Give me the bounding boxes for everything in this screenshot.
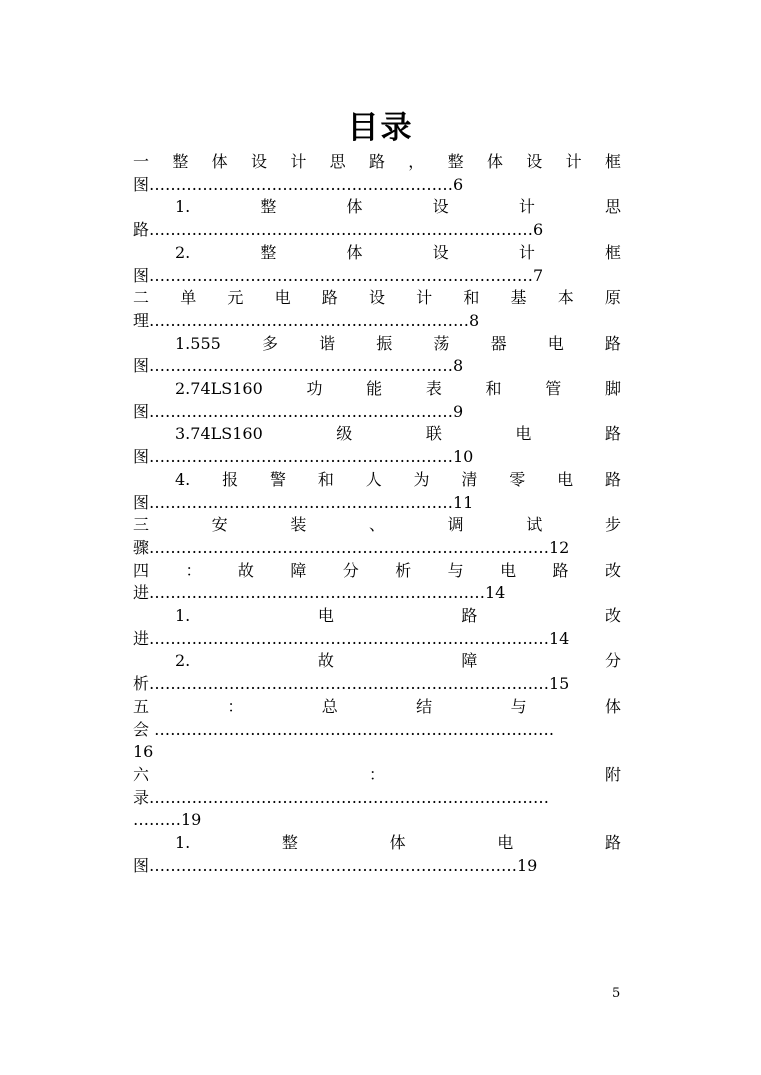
toc-entry-word: 2. [175, 651, 191, 671]
toc-entry-word: 为 [413, 469, 430, 489]
toc-entry-word: 元 [227, 288, 244, 308]
toc-entry-leader-line[interactable]: 路………………………………………………………………6 [133, 220, 544, 240]
toc-entry-word: 、 [368, 515, 385, 535]
toc-entry-word: 路 [604, 469, 621, 489]
toc-entry-word: 表 [425, 379, 442, 398]
toc-entry-heading-line [175, 333, 621, 355]
toc-entry-heading-line [133, 696, 621, 718]
toc-entry-word: 装 [290, 515, 307, 535]
toc-entry-word: 单 [180, 288, 197, 308]
toc-entry-word: 器 [490, 333, 507, 353]
toc-entry-word: 荡 [433, 333, 450, 353]
toc-entry-leader-line[interactable]: 图…………………………………………………6 [133, 174, 464, 194]
toc-entry-word: 路 [604, 424, 621, 444]
toc-entry-heading-line [133, 514, 621, 536]
toc-entry-word: 设 [432, 242, 449, 262]
toc-entry-word: 级 [336, 424, 353, 444]
toc-entry-word: 计 [565, 152, 582, 171]
toc-entry-word: 管 [545, 379, 562, 398]
toc-entry-word: 分 [604, 651, 621, 671]
toc-entry-word: 故 [317, 651, 334, 671]
toc-entry-word: 体 [389, 833, 406, 852]
toc-entry-leader-line[interactable]: 进………………………………………………………14 [133, 583, 506, 603]
toc-entry-word: 功 [306, 379, 323, 398]
toc-entry-word: 3.74LS160 [175, 424, 263, 444]
toc-entry-word: 总 [321, 696, 338, 716]
toc-entry-word: 思 [329, 152, 346, 171]
toc-entry-word: 零 [509, 469, 526, 489]
toc-entry-word: ： [227, 696, 244, 716]
toc-entry-word: 联 [425, 424, 442, 444]
toc-entry-word: 调 [447, 515, 464, 535]
toc-entry-leader-line[interactable]: 图…………………………………………………9 [133, 401, 464, 421]
toc-entry-word: 电 [317, 606, 334, 625]
toc-entry-word: 清 [461, 469, 478, 489]
toc-entry-word: 安 [211, 515, 228, 535]
toc-entry-leader-line[interactable]: 进…………………………………………………………………14 [133, 628, 570, 648]
toc-entry-word: 步 [604, 515, 621, 535]
toc-entry-word: ： [185, 560, 202, 580]
toc-entry-word: 多 [261, 333, 278, 353]
toc-entry-word: 改 [604, 560, 621, 580]
toc-entry-word: 设 [526, 152, 543, 171]
toc-entry-word: 路 [321, 288, 338, 308]
toc-entry-word: 计 [518, 197, 535, 217]
toc-entry-word: 路 [604, 333, 621, 353]
toc-entry-heading-line [133, 151, 621, 173]
toc-entry-word: 与 [510, 696, 527, 716]
toc-entry-word: 五 [133, 696, 150, 716]
toc-entry-heading-line [175, 832, 621, 854]
toc-entry-word: 故 [237, 560, 254, 580]
toc-entry-word: 四 [133, 560, 150, 580]
toc-entry-word: 1.555 [175, 333, 221, 353]
toc-entry-word: 体 [346, 197, 363, 217]
toc-entry-leader-line[interactable]: 图…………………………………………………8 [133, 356, 464, 376]
toc-entry-heading-line [175, 423, 621, 445]
toc-entry-word: 结 [416, 696, 433, 716]
toc-entry-word: 1. [175, 833, 191, 852]
page-title: 目录 [347, 110, 414, 146]
toc-entry-word: 体 [486, 152, 503, 171]
toc-entry-page-line: ………19 [133, 810, 202, 830]
toc-entry-heading-line [175, 650, 621, 672]
toc-entry-word: 设 [250, 152, 267, 171]
toc-entry-word: 报 [222, 469, 239, 489]
toc-entry-word: 4. [175, 469, 191, 489]
toc-entry-word: 路 [552, 560, 569, 580]
toc-entry-leader-line[interactable]: 图…………………………………………………11 [133, 492, 474, 512]
toc-entry-word: ， [408, 152, 425, 171]
toc-entry-word: 电 [515, 424, 532, 444]
toc-entry-heading-line [175, 469, 621, 491]
toc-entry-word: 体 [346, 242, 363, 262]
toc-entry-word: 障 [461, 651, 478, 671]
toc-entry-word: 电 [547, 333, 564, 353]
toc-entry-word: 原 [604, 288, 621, 308]
toc-entry-heading-line [133, 287, 621, 309]
toc-entry-word: 和 [463, 288, 480, 308]
toc-entry-word: 一 [133, 152, 150, 171]
toc-entry-word: 2.74LS160 [175, 379, 263, 398]
toc-entry-leader-line[interactable]: 理……………………………………………………8 [133, 310, 480, 330]
toc-entry-word: ： [368, 764, 385, 784]
toc-entry-word: 警 [269, 469, 286, 489]
toc-entry-word: 本 [557, 288, 574, 308]
toc-entry-word: 试 [526, 515, 543, 535]
toc-entry-leader-line[interactable]: 会 ………………………………………………………………… [133, 719, 555, 739]
toc-entry-word: 1. [175, 606, 191, 625]
toc-entry-word: 析 [395, 560, 412, 580]
toc-entry-word: 振 [376, 333, 393, 353]
toc-entry-word: 分 [342, 560, 359, 580]
toc-entry-leader-line[interactable]: 图………………………………………………………………7 [133, 265, 544, 285]
toc-entry-word: 整 [447, 152, 464, 171]
toc-entry-heading-line [175, 378, 621, 400]
toc-entry-word: 电 [557, 469, 574, 489]
toc-entry-word: 计 [290, 152, 307, 171]
toc-entry-leader-line[interactable]: 骤…………………………………………………………………12 [133, 537, 570, 557]
toc-entry-word: 脚 [604, 379, 621, 398]
toc-entry-word: 计 [518, 242, 535, 262]
toc-entry-leader-line[interactable]: 析…………………………………………………………………15 [133, 674, 570, 694]
toc-entry-leader-line[interactable]: 图…………………………………………………10 [133, 447, 474, 467]
toc-entry-word: 设 [432, 197, 449, 217]
toc-entry-word: 和 [317, 469, 334, 489]
toc-entry-word: 思 [604, 197, 621, 217]
toc-entry-leader-line[interactable]: 图……………………………………………………………19 [133, 855, 538, 875]
toc-entry-word: 整 [281, 833, 298, 852]
toc-entry-word: 设 [368, 288, 385, 308]
toc-entry-word: 体 [211, 152, 228, 171]
toc-entry-word: 电 [274, 288, 291, 308]
toc-entry-word: 电 [500, 560, 517, 580]
toc-entry-word: 谐 [319, 333, 336, 353]
toc-entry-page-line: 16 [133, 742, 154, 762]
toc-entry-word: 2. [175, 242, 191, 262]
toc-entry-word: 框 [604, 152, 621, 171]
toc-entry-leader-line[interactable]: 录………………………………………………………………… [133, 787, 550, 807]
toc-entry-word: 障 [290, 560, 307, 580]
toc-entry-word: 路 [461, 606, 478, 625]
toc-entry-word: 整 [260, 242, 277, 262]
toc-entry-word: 基 [510, 288, 527, 308]
page-number: 5 [612, 986, 621, 1001]
toc-entry-word: 路 [368, 152, 385, 171]
toc-entry-word: 和 [485, 379, 502, 398]
toc-entry-word: 人 [365, 469, 382, 489]
toc-entry-word: 整 [172, 152, 189, 171]
toc-entry-word: 与 [447, 560, 464, 580]
toc-entry-word: 框 [604, 242, 621, 262]
toc-entry-word: 六 [133, 764, 150, 784]
toc-entry-word: 整 [260, 197, 277, 217]
toc-entry-word: 电 [497, 833, 514, 852]
toc-entry-word: 能 [366, 379, 383, 398]
toc-entry-heading-line [175, 605, 621, 627]
toc-entry-word: 1. [175, 197, 191, 217]
toc-entry-word: 改 [604, 606, 621, 625]
toc-entry-heading-line [175, 242, 621, 264]
toc-entry-heading-line [133, 560, 621, 582]
toc-entry-word: 计 [416, 288, 433, 308]
toc-entry-word: 体 [604, 696, 621, 716]
toc-entry-word: 三 [133, 515, 150, 535]
toc-entry-word: 附 [604, 764, 621, 784]
toc-entry-word: 二 [133, 288, 150, 308]
toc-entry-word: 路 [604, 833, 621, 852]
toc-entry-heading-line [133, 764, 621, 786]
toc-entry-heading-line [175, 196, 621, 218]
